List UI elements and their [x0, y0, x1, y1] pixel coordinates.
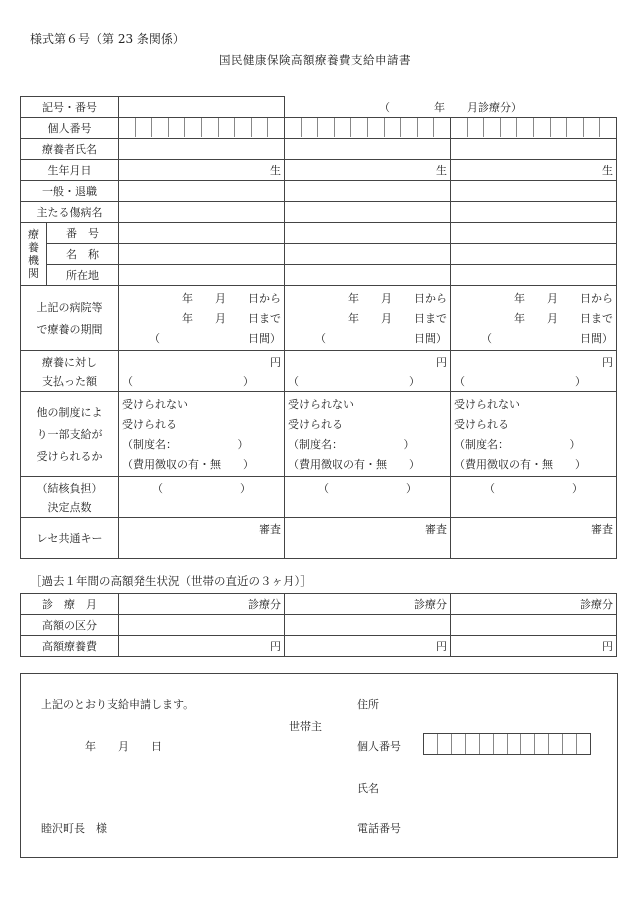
kojin-bangou-boxes-3[interactable] [451, 118, 617, 139]
kougaku-field-2[interactable]: 円 [285, 636, 451, 657]
kubun-field-2[interactable] [285, 615, 451, 636]
shinsa-field-1[interactable]: 審査 [119, 518, 285, 559]
kubun-field-3[interactable] [451, 615, 617, 636]
birthdate-field-2[interactable]: 生 [285, 160, 451, 181]
paid-field-2[interactable] [285, 351, 451, 392]
kikan-bangou-field-2[interactable] [285, 223, 451, 244]
period-days-3: （ 日間） [481, 332, 613, 345]
ippan-field-3[interactable] [451, 181, 617, 202]
disease-field-1[interactable] [119, 202, 285, 223]
kekkaku-label [21, 477, 119, 518]
treatment-period-label [21, 286, 119, 351]
paid-yen-3: 円 [602, 355, 613, 369]
birthdate-label: 生年月日 [21, 160, 119, 181]
kikan-shozaichi-field-2[interactable] [285, 265, 451, 286]
kigou-bangou-field[interactable] [119, 97, 285, 118]
period-field-2[interactable] [285, 286, 451, 351]
period-field-1[interactable] [119, 286, 285, 351]
disease-field-3[interactable] [451, 202, 617, 223]
address-label: 住所 [357, 698, 379, 711]
kikan-bangou-field-1[interactable] [119, 223, 285, 244]
kikan-bangou-field-3[interactable] [451, 223, 617, 244]
hiyou-2: （費用徴収の有・無 ） [288, 458, 420, 471]
patient-name-field-2[interactable] [285, 139, 451, 160]
other-system-label [21, 392, 119, 477]
not-receive-1[interactable]: 受けられない [122, 398, 188, 411]
period-to-2: 年 月 日まで [348, 312, 447, 325]
kekkaku-label-line-2: 決定点数 [47, 500, 92, 514]
paid-field-3[interactable] [451, 351, 617, 392]
kikan-shozaichi-field-3[interactable] [451, 265, 617, 286]
paid-yen-2: 円 [436, 355, 447, 369]
kojin-bangou-applicant-label: 個人番号 [357, 740, 401, 753]
phone-label: 電話番号 [357, 822, 401, 835]
shinryou-month-field-3[interactable]: 診療分 [451, 594, 617, 615]
shinsa-field-3[interactable]: 審査 [451, 518, 617, 559]
seido-2: （制度名： ） [288, 438, 415, 451]
kojin-bangou-label: 個人番号 [21, 118, 119, 139]
hiyou-3: （費用徴収の有・無 ） [454, 458, 586, 471]
rese-key-label: レセ共通キー [21, 518, 119, 559]
patient-name-label: 療養者氏名 [21, 139, 119, 160]
seido-3: （制度名： ） [454, 438, 581, 451]
hiyou-1: （費用徴収の有・無 ） [122, 458, 254, 471]
period-to-3: 年 月 日まで [514, 312, 613, 325]
birthdate-field-3[interactable]: 生 [451, 160, 617, 181]
kougaku-field-3[interactable]: 円 [451, 636, 617, 657]
receive-3[interactable]: 受けられる [454, 418, 509, 431]
seido-1: （制度名： ） [122, 438, 249, 451]
applicant-kojin-bangou-boxes[interactable] [423, 733, 591, 755]
paid-amount-label [21, 351, 119, 392]
form-number-label: 様式第６号（第 23 条関係） [30, 32, 185, 46]
shinsa-field-2[interactable]: 審査 [285, 518, 451, 559]
paid-label-line-1: 療養に対し [42, 355, 97, 369]
ippan-field-1[interactable] [119, 181, 285, 202]
paid-paren-3: （ ） [454, 374, 586, 388]
application-statement: 上記のとおり支給申請します。 [41, 698, 195, 711]
kikan-meishou-label: 名 称 [47, 244, 119, 265]
period-days-1: （ 日間） [149, 332, 281, 345]
paid-paren-2: （ ） [288, 374, 420, 388]
kikan-bangou-label: 番 号 [47, 223, 119, 244]
not-receive-2[interactable]: 受けられない [288, 398, 354, 411]
period-from-3: 年 月 日から [514, 292, 613, 305]
disease-field-2[interactable] [285, 202, 451, 223]
patient-name-field-1[interactable] [119, 139, 285, 160]
name-label: 氏名 [357, 782, 379, 795]
other-label-line-3: 受けられるか [36, 450, 103, 463]
paid-field-1[interactable] [119, 351, 285, 392]
application-date[interactable]: 年 月 日 [85, 740, 162, 753]
kojin-bangou-boxes-1[interactable] [119, 118, 285, 139]
kikan-meishou-field-3[interactable] [451, 244, 617, 265]
other-field-2[interactable] [285, 392, 451, 477]
history-section-title: ［過去１年間の高額発生状況（世帯の直近の３ヶ月）］ [30, 574, 312, 588]
kekkaku-field-1[interactable]: （ ） [119, 477, 285, 518]
addressee-mayor: 睦沢町長 様 [41, 822, 107, 835]
period-label-line-2: で療養の期間 [36, 323, 103, 336]
kikan-shozaichi-label: 所在地 [47, 265, 119, 286]
kougaku-kubun-label: 高額の区分 [21, 615, 119, 636]
patient-name-field-3[interactable] [451, 139, 617, 160]
kekkaku-field-2[interactable]: （ ） [285, 477, 451, 518]
kekkaku-field-3[interactable]: （ ） [451, 477, 617, 518]
receive-1[interactable]: 受けられる [122, 418, 177, 431]
shinryou-month-field-2[interactable]: 診療分 [285, 594, 451, 615]
kougaku-field-1[interactable]: 円 [119, 636, 285, 657]
main-form-table [20, 96, 617, 559]
document-title: 国民健康保険高額療養費支給申請書 [219, 53, 411, 67]
birthdate-field-1[interactable]: 生 [119, 160, 285, 181]
period-days-2: （ 日間） [315, 332, 447, 345]
period-from-1: 年 月 日から [182, 292, 281, 305]
kougaku-ryouyouhi-label: 高額療養費 [21, 636, 119, 657]
other-label-line-2: り一部支給が [36, 428, 103, 441]
not-receive-3[interactable]: 受けられない [454, 398, 520, 411]
other-field-3[interactable] [451, 392, 617, 477]
other-label-line-1: 他の制度によ [36, 406, 103, 419]
kigou-bangou-label: 記号・番号 [21, 97, 119, 118]
other-field-1[interactable] [119, 392, 285, 477]
paid-yen-1: 円 [270, 355, 281, 369]
ippan-field-2[interactable] [285, 181, 451, 202]
period-from-2: 年 月 日から [348, 292, 447, 305]
kojin-bangou-boxes-2[interactable] [285, 118, 451, 139]
kekkaku-label-line-1: （結核負担） [36, 481, 103, 495]
setainushi-label: 世帯主 [289, 720, 322, 733]
ippan-taishoku-label: 一般・退職 [21, 181, 119, 202]
disease-label: 主たる傷病名 [21, 202, 119, 223]
shinryou-month-field-1[interactable]: 診療分 [119, 594, 285, 615]
ryouyou-kikan-vertical-label: 療 養 機 関 [21, 223, 47, 286]
period-label-line-1: 上記の病院等 [36, 301, 103, 314]
paid-label-line-2: 支払った額 [42, 374, 97, 388]
receive-2[interactable]: 受けられる [288, 418, 343, 431]
treatment-period-text: （ 年 月診療分） [285, 97, 617, 118]
paid-paren-1: （ ） [122, 374, 254, 388]
period-field-3[interactable] [451, 286, 617, 351]
kubun-field-1[interactable] [119, 615, 285, 636]
shinryou-month-label: 診 療 月 [21, 594, 119, 615]
application-box [20, 673, 618, 858]
kikan-shozaichi-field-1[interactable] [119, 265, 285, 286]
kikan-meishou-field-1[interactable] [119, 244, 285, 265]
kikan-meishou-field-2[interactable] [285, 244, 451, 265]
period-to-1: 年 月 日まで [182, 312, 281, 325]
history-table [20, 593, 617, 657]
